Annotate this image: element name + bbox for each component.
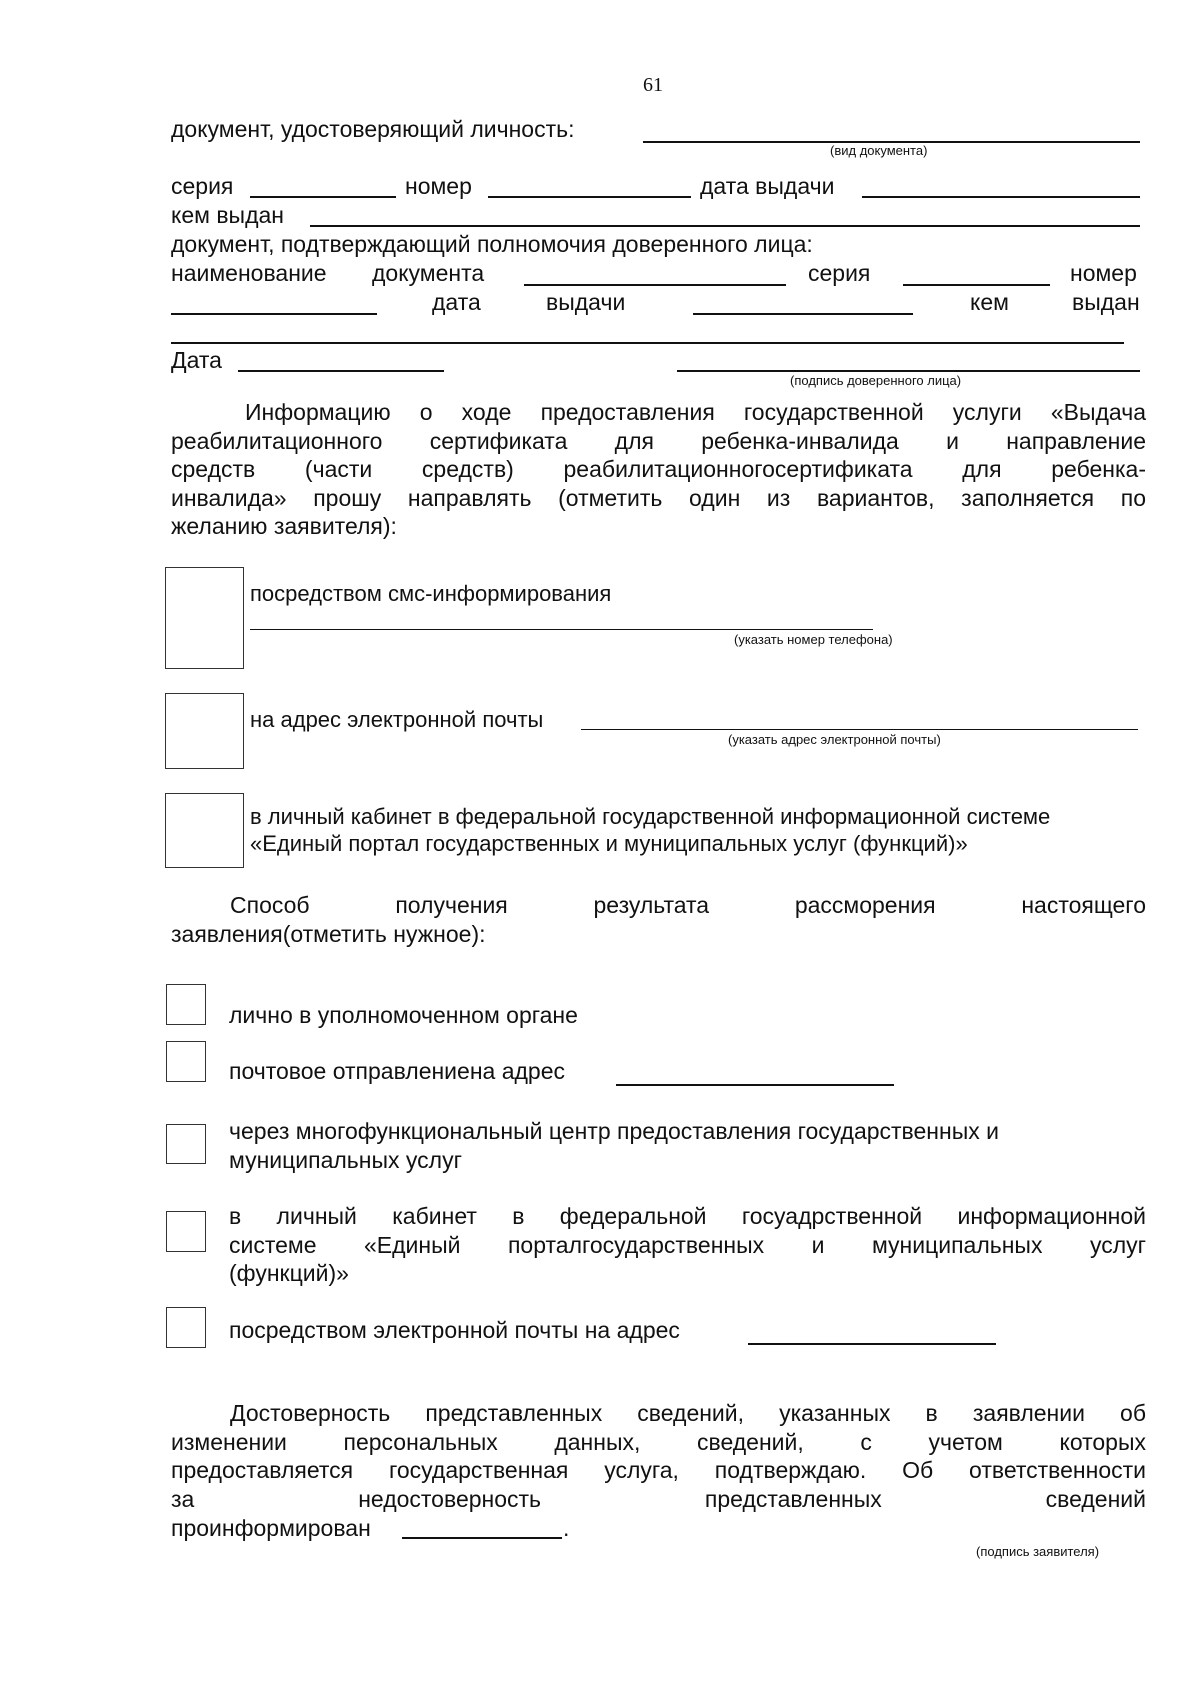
in-person-checkbox[interactable] [166, 984, 206, 1025]
issued-by-label: кем выдан [171, 202, 284, 228]
proxy-series-label: серия [808, 260, 871, 286]
confirmation-line-2: изменении персональных данных, сведений, с учетом которых [171, 1428, 1146, 1455]
proxy-number-field[interactable] [171, 313, 377, 315]
info-line-3: средств (части средств) реабилитационногосертификата для ребенка- [171, 456, 1146, 482]
confirmation-line-4: за недостоверность представленных сведений [171, 1485, 1146, 1512]
sms-checkbox[interactable] [165, 567, 244, 669]
proxy-signature-field[interactable] [677, 370, 1140, 372]
confirmation-period: . [563, 1515, 570, 1541]
portal-result-line-2: системе «Единый порталгосударственных и муниципальных услуг [229, 1231, 1146, 1258]
confirmation-line-1: Достоверность представленных сведений, указанных в заявлении об [230, 1400, 1146, 1426]
portal-notify-line-1: в личный кабинет в федеральной государственной информационной системе [250, 804, 1051, 829]
portal-result-label [229, 1202, 1146, 1288]
mail-address-field[interactable] [616, 1084, 894, 1086]
email-notify-label: на адрес электронной почты [250, 707, 544, 732]
result-line-2: заявления(отметить нужное): [171, 920, 486, 947]
series-label: серия [171, 173, 234, 199]
proxy-issue-date-field[interactable] [693, 313, 913, 315]
result-line-1: Способ получения результата рассморения настоящего [230, 892, 1146, 918]
confirmation-last-line: проинформирован [171, 1515, 371, 1541]
mail-label: почтовое отправлениена адрес [229, 1058, 566, 1084]
email-result-label: посредством электронной почты на адрес [229, 1317, 680, 1343]
applicant-signature-caption: (подпись заявителя) [976, 1544, 1100, 1559]
portal-notify-line-2: «Единый портал государственных и муниципальных услуг (функций)» [250, 831, 968, 856]
result-paragraph [171, 891, 1146, 948]
sms-phone-caption: (указать номер телефона) [734, 632, 893, 647]
portal-result-line-1: в личный кабинет в федеральной госуадрственной информационной [229, 1203, 1146, 1229]
proxy-number-label: номер [1070, 260, 1137, 286]
number-label: номер [405, 173, 472, 199]
issue-date-field[interactable] [862, 196, 1140, 198]
confirmation-paragraph [171, 1399, 1146, 1513]
info-paragraph [171, 398, 1146, 541]
email-result-field[interactable] [748, 1343, 996, 1345]
proxy-date-word: дата [432, 289, 481, 315]
mfc-checkbox[interactable] [166, 1124, 206, 1164]
mfc-line-1: через многофункциональный центр предоставления государственных и [229, 1118, 999, 1144]
portal-result-line-3: (функций)» [229, 1260, 349, 1286]
identity-doc-caption: (вид документа) [830, 143, 928, 158]
proxy-name-label: наименование [171, 260, 327, 286]
mfc-line-2: муниципальных услуг [229, 1146, 462, 1173]
email-notify-caption: (указать адрес электронной почты) [728, 732, 941, 747]
sms-phone-field[interactable] [250, 629, 873, 630]
proxy-by-word: кем [970, 289, 1009, 315]
mfc-label [229, 1117, 1146, 1174]
series-field[interactable] [250, 196, 396, 198]
proxy-date-field[interactable] [238, 370, 444, 372]
proxy-issued-word: выдан [1072, 289, 1140, 315]
email-notify-field[interactable] [581, 729, 1138, 730]
info-line-1: Информацию о ходе предоставления государственной услуги «Выдача [245, 399, 1146, 425]
portal-result-checkbox[interactable] [166, 1211, 206, 1252]
identity-doc-label: документ, удостоверяющий личность: [171, 116, 575, 142]
proxy-signature-caption: (подпись доверенного лица) [790, 373, 962, 388]
proxy-issued-by-field[interactable] [171, 342, 1124, 344]
proxy-issue-word: выдачи [546, 289, 626, 315]
proxy-series-field[interactable] [903, 284, 1050, 286]
confirmation-line-3: предоставляется государственная услуга, подтверждаю. Об ответственности [171, 1457, 1146, 1483]
proxy-date-label: Дата [171, 347, 222, 373]
in-person-label: лично в уполномоченном органе [229, 1002, 578, 1028]
sms-label: посредством смс-информирования [250, 581, 612, 606]
applicant-signature-field[interactable] [402, 1537, 562, 1539]
email-result-checkbox[interactable] [166, 1307, 206, 1348]
issued-by-field[interactable] [310, 225, 1140, 227]
email-notify-checkbox[interactable] [165, 693, 244, 769]
portal-notify-checkbox[interactable] [165, 793, 244, 868]
proxy-document-label: документа [372, 260, 485, 286]
proxy-document-field[interactable] [524, 284, 786, 286]
page-number: 61 [643, 74, 663, 96]
issue-date-label: дата выдачи [700, 173, 835, 199]
proxy-heading: документ, подтверждающий полномочия доверенного лица: [171, 231, 813, 257]
info-line-5: желанию заявителя): [171, 513, 397, 539]
mail-checkbox[interactable] [166, 1041, 206, 1082]
info-line-2: реабилитационного сертификата для ребенка-инвалида и направление [171, 427, 1146, 454]
info-line-4: инвалида» прошу направлять (отметить один из вариантов, заполняется по [171, 484, 1146, 511]
number-field[interactable] [488, 196, 691, 198]
